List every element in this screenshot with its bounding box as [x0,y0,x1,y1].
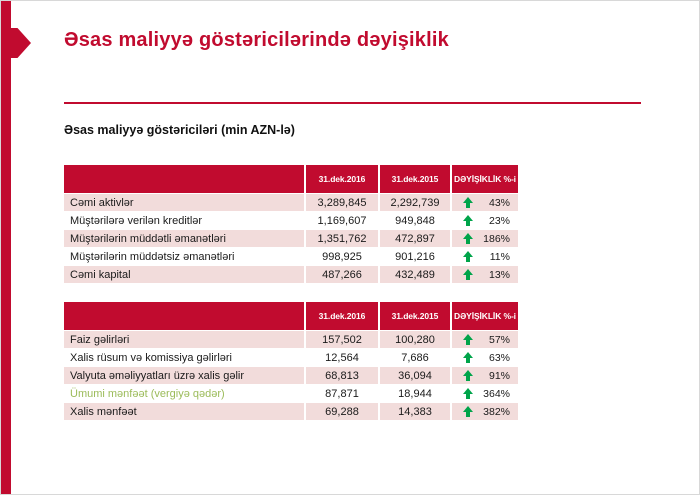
table-row [64,248,518,265]
value-2016: 68,813 [306,367,378,384]
up-arrow-icon [462,388,474,400]
up-arrow-icon [462,370,474,382]
change-percent: 91% [488,369,510,382]
row-label: Valyuta əməliyyatları üzrə xalis gəlir [64,367,304,384]
title-divider [64,102,641,104]
table-row [64,230,518,247]
change-percent: 364% [483,387,510,400]
change-percent: 57% [488,333,510,346]
value-2016: 1,351,762 [306,230,378,247]
row-label: Cəmi aktivlər [64,194,304,211]
row-label: Cəmi kapital [64,266,304,283]
up-arrow-icon [462,215,474,227]
change-percent: 13% [488,268,510,281]
red-chevron-icon [1,28,31,58]
up-arrow-icon [462,352,474,364]
value-2015: 432,489 [380,266,450,283]
table-row [64,331,518,348]
value-2016: 1,169,607 [306,212,378,229]
value-2015: 949,848 [380,212,450,229]
value-2015: 472,897 [380,230,450,247]
value-2016: 487,266 [306,266,378,283]
header-2015: 31.dek.2015 [380,165,450,193]
up-arrow-icon [462,197,474,209]
header-label [64,165,304,193]
header-change: DƏYİŞİKLİK %-i [452,165,518,193]
value-2016: 998,925 [306,248,378,265]
header-2016: 31.dek.2016 [306,302,378,330]
change-percent: 43% [488,196,510,209]
table-row [64,194,518,211]
table-row [64,385,518,402]
value-2015: 7,686 [380,349,450,366]
header-label [64,302,304,330]
left-accent-bar [1,1,11,494]
header-2016: 31.dek.2016 [306,165,378,193]
table-row [64,349,518,366]
header-change: DƏYİŞİKLİK %-i [452,302,518,330]
change-percent: 382% [483,405,510,418]
balance-indicators-table [62,164,520,284]
row-label: Müştərilərin müddətsiz əmanətləri [64,248,304,265]
row-label: Faiz gəlirləri [64,331,304,348]
up-arrow-icon [462,269,474,281]
value-2016: 157,502 [306,331,378,348]
row-label: Müştərilərin müddətli əmanətləri [64,230,304,247]
row-label: Müştərilərə verilən kreditlər [64,212,304,229]
value-2016: 87,871 [306,385,378,402]
page-title: Əsas maliyyə göstəricilərində dəyişiklik [64,29,449,51]
value-2015: 18,944 [380,385,450,402]
value-2015: 901,216 [380,248,450,265]
up-arrow-icon [462,406,474,418]
change-percent: 63% [488,351,510,364]
table-header-row [64,165,518,193]
up-arrow-icon [462,334,474,346]
value-2015: 2,292,739 [380,194,450,211]
change-percent: 23% [488,214,510,227]
change-percent: 186% [483,232,510,245]
table-row [64,212,518,229]
row-label: Xalis mənfəət [64,403,304,420]
value-2016: 12,564 [306,349,378,366]
value-2016: 69,288 [306,403,378,420]
up-arrow-icon [462,233,474,245]
income-indicators-table [62,301,520,421]
row-label-highlighted: Ümumi mənfəət (vergiyə qədər) [64,385,304,402]
value-2016: 3,289,845 [306,194,378,211]
table-header-row [64,302,518,330]
table-row [64,403,518,420]
value-2015: 100,280 [380,331,450,348]
row-label: Xalis rüsum və komissiya gəlirləri [64,349,304,366]
header-2015: 31.dek.2015 [380,302,450,330]
value-2015: 36,094 [380,367,450,384]
up-arrow-icon [462,251,474,263]
value-2015: 14,383 [380,403,450,420]
table-row [64,266,518,283]
table-caption: Əsas maliyyə göstəriciləri (min AZN-lə) [64,123,295,137]
table-row [64,367,518,384]
change-percent: 11% [489,250,510,263]
